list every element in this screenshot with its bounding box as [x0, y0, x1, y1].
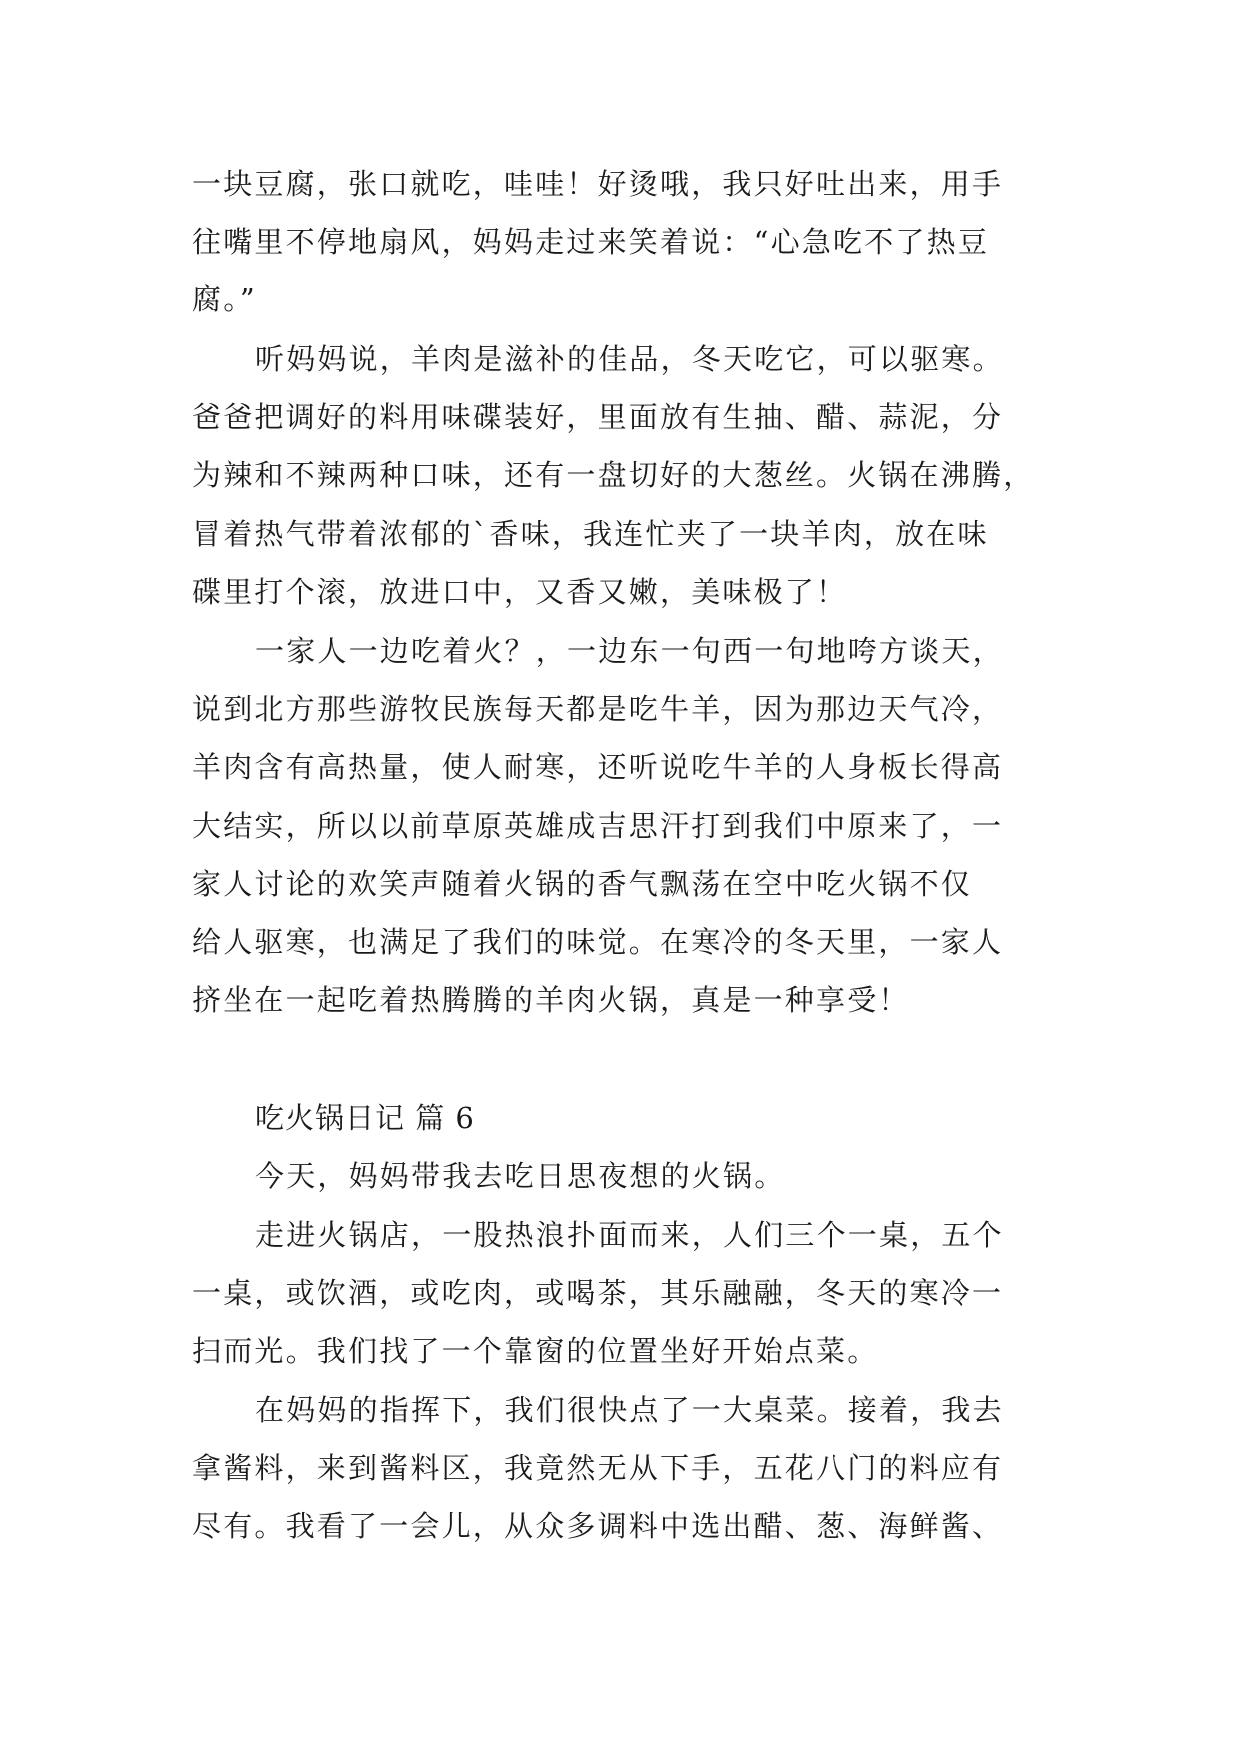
paragraph-start-line: 听妈妈说，羊肉是滋补的佳品，冬天吃它，可以驱寒。	[255, 342, 1004, 376]
text-line: 拿酱料，来到酱料区，我竟然无从下手，五花八门的料应有	[192, 1451, 1004, 1485]
text-line: 碟里打个滚，放进口中，又香又嫩，美味极了！	[192, 575, 848, 609]
paragraph-start-line: 在妈妈的指挥下，我们很快点了一大桌菜。接着，我去	[255, 1393, 1004, 1427]
text-line: 爸爸把调好的料用味碟装好，里面放有生抽、醋、蒜泥，分	[192, 400, 1004, 434]
text-line: 大结实，所以以前草原英雄成吉思汗打到我们中原来了，一	[192, 809, 1004, 843]
paragraph-start-line: 走进火锅店，一股热浪扑面而来，人们三个一桌，五个	[255, 1218, 1004, 1252]
section-heading: 吃火锅日记 篇 6	[255, 1101, 475, 1135]
text-line: 为辣和不辣两种口味，还有一盘切好的大葱丝。火锅在沸腾，	[192, 458, 1035, 492]
text-line: 说到北方那些游牧民族每天都是吃牛羊，因为那边天气冷，	[192, 692, 1004, 726]
text-line: 一块豆腐，张口就吃，哇哇！好烫哦，我只好吐出来，用手	[192, 167, 1004, 201]
paragraph-start-line: 今天，妈妈带我去吃日思夜想的火锅。	[255, 1159, 786, 1193]
text-line: 一桌，或饮酒，或吃肉，或喝茶，其乐融融，冬天的寒冷一	[192, 1276, 1004, 1310]
text-line: 羊肉含有高热量，使人耐寒，还听说吃牛羊的人身板长得高	[192, 750, 1004, 784]
text-line: 挤坐在一起吃着热腾腾的羊肉火锅，真是一种享受！	[192, 983, 910, 1017]
text-line: 家人讨论的欢笑声随着火锅的香气飘荡在空中吃火锅不仅	[192, 867, 973, 901]
text-line: 腐。”	[192, 282, 257, 316]
text-line: 尽有。我看了一会儿，从众多调料中选出醋、葱、海鲜酱、	[192, 1509, 1004, 1543]
text-line: 冒着热气带着浓郁的`香味，我连忙夹了一块羊肉，放在味	[192, 517, 989, 551]
text-line: 扫而光。我们找了一个靠窗的位置坐好开始点菜。	[192, 1334, 879, 1368]
text-line: 给人驱寒，也满足了我们的味觉。在寒冷的冬天里，一家人	[192, 925, 1004, 959]
text-line: 往嘴里不停地扇风，妈妈走过来笑着说：“心急吃不了热豆	[192, 225, 990, 259]
paragraph-start-line: 一家人一边吃着火？，一边东一句西一句地咵方谈天，	[255, 634, 1004, 668]
